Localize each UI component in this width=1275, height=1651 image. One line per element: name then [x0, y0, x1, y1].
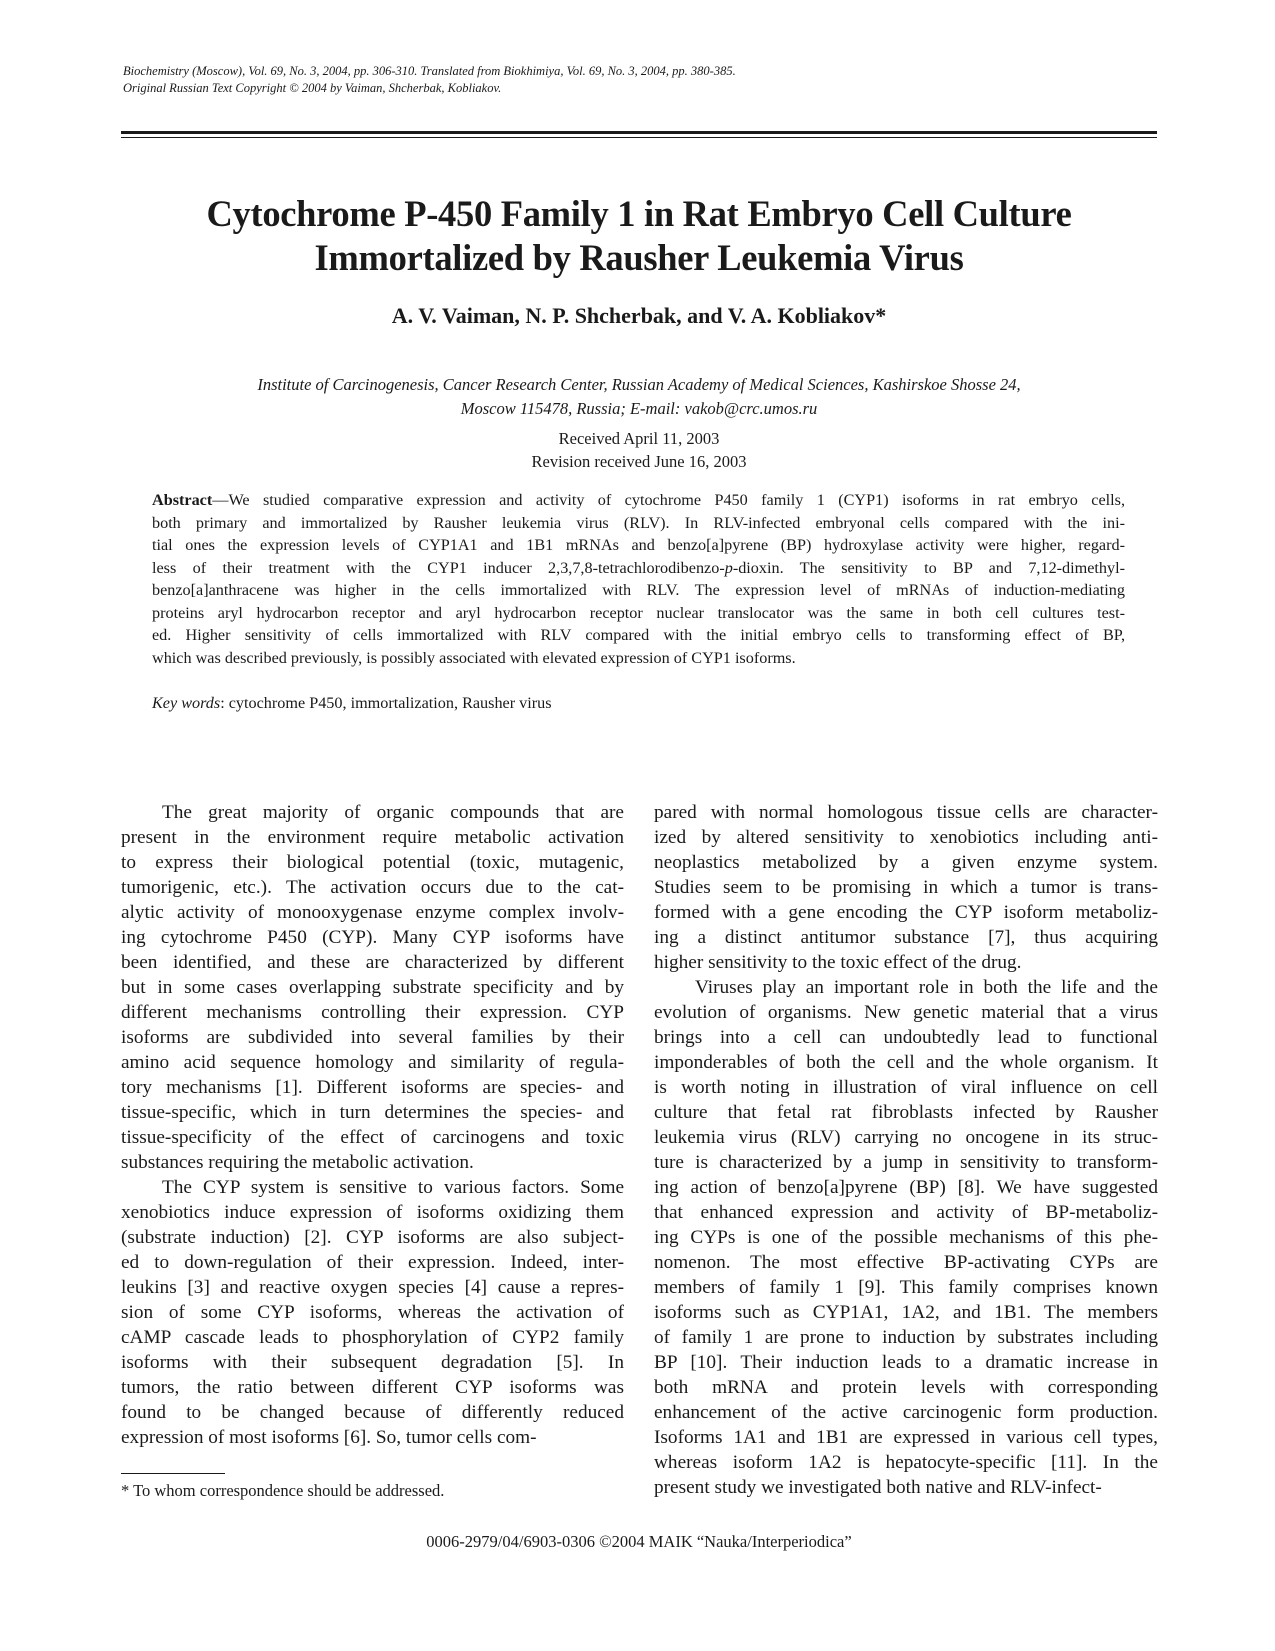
body-text-line: imponderables of both the cell and the whole organism. It — [654, 1052, 1158, 1073]
abstract — [152, 489, 1125, 669]
body-text-line: amino acid sequence homology and similarity of regula- — [121, 1052, 624, 1073]
body-text-line: substances requiring the metabolic activation. — [121, 1152, 474, 1173]
body-text-line: sion of some CYP isoforms, whereas the activation of — [121, 1302, 624, 1323]
body-text-line: isoforms are subdivided into several families by their — [121, 1027, 624, 1048]
abstract-label: Abstract — [152, 491, 213, 509]
affiliation-line-1: Institute of Carcinogenesis, Cancer Research Center, Russian Academy of Medical Sciences, Kashirskoe Shosse 24, — [257, 375, 1021, 394]
body-text-line: brings into a cell can undoubtedly lead to functional — [654, 1027, 1158, 1048]
header-rule-thick — [121, 131, 1157, 134]
body-column-right — [654, 800, 1158, 1500]
body-text-line: ing a distinct antitumor substance [7], thus acquiring — [654, 927, 1158, 948]
body-text-line: tissue-specific, which in turn determines the species- and — [121, 1102, 624, 1123]
body-text-line: (substrate induction) [2]. CYP isoforms are also subject- — [121, 1227, 624, 1248]
body-text-line: both mRNA and protein levels with corresponding — [654, 1377, 1158, 1398]
body-text-line: alytic activity of monooxygenase enzyme complex involv- — [121, 902, 624, 923]
body-text-line: xenobiotics induce expression of isoforms oxidizing them — [121, 1202, 624, 1223]
body-text-line: tissue-specificity of the effect of carcinogens and toxic — [121, 1127, 624, 1148]
affiliation-line-2: Moscow 115478, Russia; E-mail: vakob@crc.umos.ru — [460, 399, 818, 418]
abstract-line: benzo[a]anthracene was higher in the cells immortalized with RLV. The expression level of mRNAs of induction-mediating — [152, 581, 1125, 599]
body-text-line: leukins [3] and reactive oxygen species [4] cause a repres- — [121, 1277, 624, 1298]
abstract-line: Abstract—We studied comparative expression and activity of cytochrome P450 family 1 (CYP1) isoforms in rat embryo cells, — [152, 491, 1125, 509]
body-text-line: leukemia virus (RLV) carrying no oncogene in its struc- — [654, 1127, 1158, 1148]
footnote-rule — [121, 1473, 225, 1474]
footnote: * To whom correspondence should be addressed. — [121, 1481, 445, 1500]
authors: A. V. Vaiman, N. P. Shcherbak, and V. A. Kobliakov* — [391, 303, 887, 328]
body-text-line: different mechanisms controlling their expression. CYP — [121, 1002, 624, 1023]
revision-date: Revision received June 16, 2003 — [531, 452, 747, 471]
body-text-line: The CYP system is sensitive to various factors. Some — [162, 1177, 624, 1198]
body-column-left — [121, 800, 624, 1450]
body-text-line: been identified, and these are characterized by different — [121, 952, 624, 973]
body-text-line: present in the environment require metabolic activation — [121, 827, 624, 848]
body-text-line: formed with a gene encoding the CYP isoform metaboliz- — [654, 902, 1158, 923]
copyright-footer: 0006-2979/04/6903-0306 ©2004 MAIK “Nauka/Interperiodica” — [426, 1532, 852, 1551]
running-head — [123, 63, 1163, 97]
body-text-line: ed to down-regulation of their expression. Indeed, inter- — [121, 1252, 624, 1273]
running-head-citation: Biochemistry (Moscow), Vol. 69, No. 3, 2004, pp. 306-310. Translated from Biokhimiya, Vol. 69, No. 3, 2004, pp. 380-385. — [123, 64, 736, 78]
paper-title — [121, 192, 1157, 280]
body-text-line: isoforms with their subsequent degradation [5]. In — [121, 1352, 624, 1373]
body-text-line: culture that fetal rat fibroblasts infected by Rausher — [654, 1102, 1158, 1123]
body-text-line: found to be changed because of differently reduced — [121, 1402, 624, 1423]
body-text-line: expression of most isoforms [6]. So, tumor cells com- — [121, 1427, 537, 1448]
abstract-line: both primary and immortalized by Rausher leukemia virus (RLV). In RLV-infected embryonal cells compared with the ini- — [152, 513, 1125, 532]
body-text-line: The great majority of organic compounds that are — [162, 802, 624, 823]
body-text-line: members of family 1 [9]. This family comprises known — [654, 1277, 1158, 1298]
body-text-line: ing cytochrome P450 (CYP). Many CYP isoforms have — [121, 927, 624, 948]
title-line-2: Immortalized by Rausher Leukemia Virus — [314, 237, 964, 278]
body-text-line: present study we investigated both native and RLV-infect- — [654, 1477, 1102, 1498]
abstract-line: which was described previously, is possibly associated with elevated expression of CYP1 isoforms. — [152, 648, 796, 667]
body-text-line: that enhanced expression and activity of BP-metaboliz- — [654, 1202, 1158, 1223]
keywords: Key words: cytochrome P450, immortalization, Rausher virus — [152, 694, 552, 712]
abstract-line: tial ones the expression levels of CYP1A1 and 1B1 mRNAs and benzo[a]pyrene (BP) hydroxylase activity were higher, regard- — [152, 536, 1125, 554]
body-text-line: isoforms such as CYP1A1, 1A2, and 1B1. The members — [654, 1302, 1158, 1323]
abstract-line: proteins aryl hydrocarbon receptor and aryl hydrocarbon receptor nuclear translocator was the same in both cell cultures test- — [152, 603, 1125, 622]
body-text-line: ing CYPs is one of the possible mechanisms of this phe- — [654, 1227, 1158, 1248]
body-text-line: enhancement of the active carcinogenic form production. — [654, 1402, 1158, 1423]
header-rule-thin — [121, 137, 1157, 138]
body-text-line: to express their biological potential (toxic, mutagenic, — [121, 852, 624, 873]
received-dates — [121, 427, 1157, 473]
running-head-copyright: Original Russian Text Copyright © 2004 by Vaiman, Shcherbak, Kobliakov. — [123, 81, 502, 95]
body-text-line: Isoforms 1A1 and 1B1 are expressed in various cell types, — [654, 1427, 1158, 1448]
body-text-line: ture is characterized by a jump in sensitivity to transform- — [654, 1152, 1158, 1173]
title-line-1: Cytochrome P-450 Family 1 in Rat Embryo Cell Culture — [206, 193, 1072, 234]
keywords-label: Key words — [152, 694, 221, 712]
affiliation — [121, 373, 1157, 421]
body-text-line: tory mechanisms [1]. Different isoforms are species- and — [121, 1077, 624, 1098]
body-text-line: is worth noting in illustration of viral influence on cell — [654, 1077, 1158, 1098]
abstract-line: ed. Higher sensitivity of cells immortalized with RLV compared with the initial embryo cells to transforming effect of BP, — [152, 626, 1125, 644]
body-text-line: nomenon. The most effective BP-activating CYPs are — [654, 1252, 1158, 1273]
body-text-line: neoplastics metabolized by a given enzyme system. — [654, 852, 1158, 873]
body-text-line: tumors, the ratio between different CYP isoforms was — [121, 1377, 624, 1398]
received-date: Received April 11, 2003 — [558, 429, 720, 448]
body-text-line: ized by altered sensitivity to xenobiotics including anti- — [654, 827, 1158, 848]
abstract-line: less of their treatment with the CYP1 inducer 2,3,7,8-tetrachlorodibenzo-p-dioxin. The sensitivity to BP and 7,12-dimethyl- — [152, 558, 1125, 577]
body-text-line: evolution of organisms. New genetic material that a virus — [654, 1002, 1158, 1023]
body-text-line: of family 1 are prone to induction by substrates including — [654, 1327, 1158, 1348]
body-text-line: higher sensitivity to the toxic effect of the drug. — [654, 952, 1022, 973]
body-text-line: Viruses play an important role in both the life and the — [695, 977, 1158, 998]
body-text-line: whereas isoform 1A2 is hepatocyte-specific [11]. In the — [654, 1452, 1158, 1473]
body-text-line: but in some cases overlapping substrate specificity and by — [121, 977, 624, 998]
body-text-line: Studies seem to be promising in which a tumor is trans- — [654, 877, 1158, 898]
body-text-line: cAMP cascade leads to phosphorylation of CYP2 family — [121, 1327, 624, 1348]
body-text-line: ing action of benzo[a]pyrene (BP) [8]. We have suggested — [654, 1177, 1158, 1198]
body-text-line: BP [10]. Their induction leads to a dramatic increase in — [654, 1352, 1158, 1373]
body-text-line: tumorigenic, etc.). The activation occurs due to the cat- — [121, 877, 624, 898]
body-text-line: pared with normal homologous tissue cells are character- — [654, 802, 1158, 823]
